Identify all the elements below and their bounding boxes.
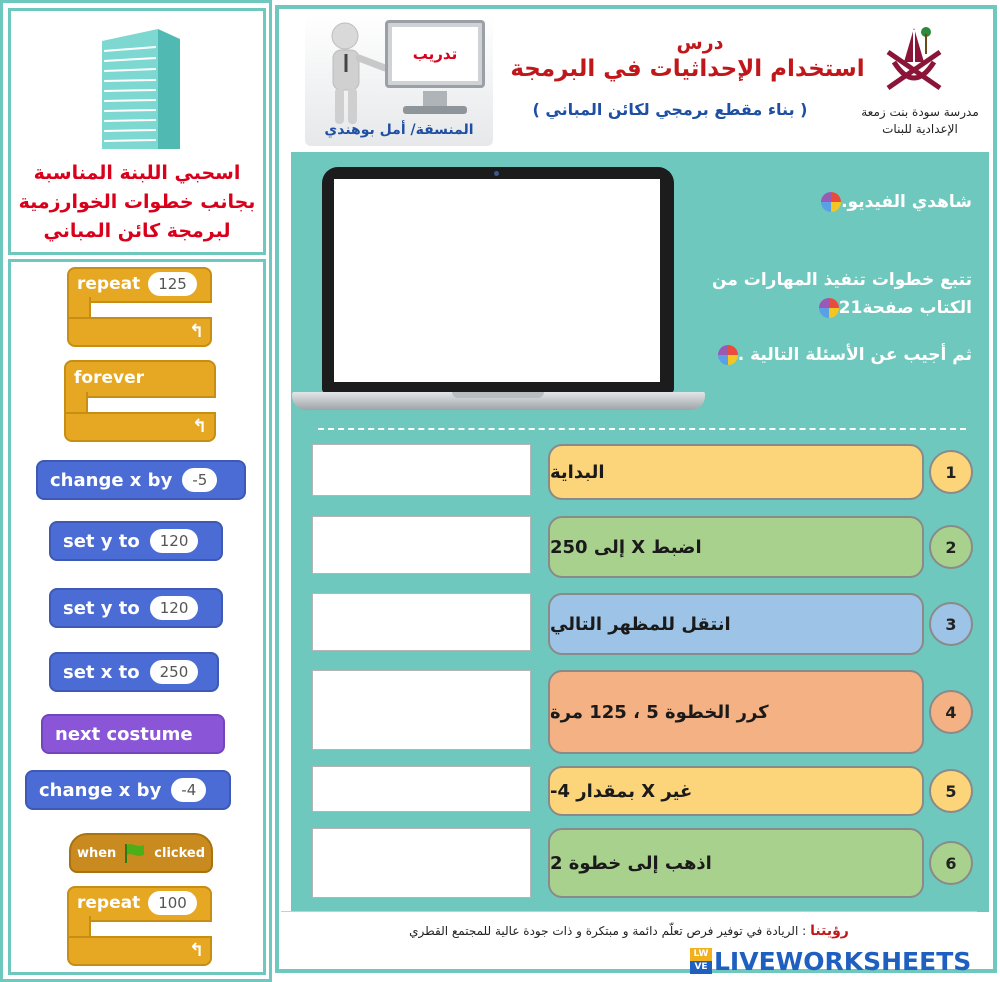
loop-arrow-icon: ↰ (189, 321, 205, 342)
lesson-word: درس (676, 32, 724, 54)
value-input[interactable]: 250 (150, 660, 199, 684)
school-emblem-icon (880, 22, 948, 100)
vision-text: : الريادة في توفير فرص تعلّم دائمة و مبتكرة و ذات جودة عالية للمجتمع القطري (409, 923, 807, 938)
badge-bottom: VE (690, 961, 712, 974)
set-y-120-block-a[interactable] (49, 521, 223, 561)
step-text: غير X بمقدار 4- (550, 780, 693, 802)
left-panel (0, 0, 272, 982)
loop-arrow-icon: ↰ (189, 940, 205, 961)
instruction-answer-questions (700, 341, 972, 369)
loop-arrow-icon: ↰ (192, 416, 208, 437)
repeat-100-block[interactable] (67, 886, 212, 966)
presenter-figure-icon (315, 20, 387, 130)
repeat-125-block[interactable] (67, 267, 212, 347)
lesson-title: استخدام الإحداثيات في البرمجة (510, 56, 865, 82)
liveworksheets-badge-icon (690, 948, 712, 974)
instruction-line-3: لبرمجة كائن المباني (43, 220, 231, 242)
training-monitor (385, 20, 485, 88)
step-1-box (548, 444, 924, 500)
value-input[interactable]: -5 (182, 468, 217, 492)
block-label: set y to (63, 530, 140, 552)
change-x-by-neg4-block[interactable] (25, 770, 231, 810)
bullet-icon (819, 298, 839, 318)
forever-label: forever (74, 368, 144, 388)
video-screen[interactable] (334, 179, 660, 382)
instruction-follow-book (688, 266, 972, 322)
block-label: set y to (63, 597, 140, 619)
repeat-count-input[interactable]: 100 (148, 891, 197, 915)
forever-block[interactable] (64, 360, 216, 442)
value-input[interactable]: 120 (150, 529, 199, 553)
laptop-base (292, 392, 705, 410)
webcam-icon (494, 171, 499, 176)
answer-drop-zone-2[interactable] (312, 516, 531, 574)
answer-drop-zone-4[interactable] (312, 670, 531, 750)
repeat-label: repeat (77, 893, 141, 913)
block-label: change x by (50, 469, 173, 491)
green-flag-icon (122, 842, 148, 864)
step-number-2: 2 (929, 525, 973, 569)
coordinator-label: المنسقة/ أمل بوهندي (324, 122, 474, 138)
liveworksheets-logo[interactable] (690, 945, 990, 977)
video-player[interactable] (322, 167, 674, 393)
set-y-120-block-b[interactable] (49, 588, 223, 628)
building-icon (96, 27, 186, 151)
block-label: change x by (39, 779, 162, 801)
instruction-line-2: بجانب خطوات الخوارزمية (18, 191, 256, 213)
answer-drop-zone-6[interactable] (312, 828, 531, 898)
bullet-text: ثم أجيب عن الأسئلة التالية . (737, 345, 972, 365)
step-6-box (548, 828, 924, 898)
change-x-by-neg5-block[interactable] (36, 460, 246, 500)
step-number-1: 1 (929, 450, 973, 494)
answer-drop-zone-3[interactable] (312, 593, 531, 651)
step-number-6: 6 (929, 841, 973, 885)
step-text: كرر الخطوة 5 ، 125 مرة (550, 701, 769, 723)
instruction-line-1: اسحبي اللبنة المناسبة (33, 162, 241, 184)
when-flag-clicked-block[interactable] (69, 833, 213, 873)
step-number-4: 4 (929, 690, 973, 734)
repeat-label: repeat (77, 274, 141, 294)
instruction-watch-video (700, 188, 972, 216)
bullet-icon (821, 192, 841, 212)
next-costume-block[interactable] (41, 714, 225, 754)
set-x-250-block[interactable] (49, 652, 219, 692)
step-5-box (548, 766, 924, 816)
step-text: البداية (550, 461, 605, 483)
answer-drop-zone-1[interactable] (312, 444, 531, 496)
step-4-box (548, 670, 924, 754)
answer-drop-zone-5[interactable] (312, 766, 531, 812)
instruction-card (8, 8, 266, 255)
bullet-text: شاهدي الفيديو. (841, 192, 972, 212)
liveworksheets-brand: LIVEWORKSHEETS (714, 946, 972, 976)
school-name-line-1: مدرسة سودة بنت زمعة (861, 105, 979, 119)
value-input[interactable]: 120 (150, 596, 199, 620)
when-label: when (76, 845, 117, 861)
bullet-text: تتبع خطوات تنفيذ المهارات من الكتاب صفحة21 (712, 270, 972, 318)
vision-footer (281, 911, 977, 949)
clicked-label: clicked (154, 845, 206, 861)
step-text: اذهب إلى خطوة 2 (550, 852, 712, 874)
school-name-line-2: الإعدادية للبنات (882, 122, 958, 136)
training-illustration (305, 14, 493, 146)
vision-label: رؤيتنا (810, 922, 849, 939)
value-input[interactable]: -4 (171, 778, 206, 802)
bullet-icon (718, 345, 738, 365)
section-divider (318, 428, 966, 430)
step-2-box (548, 516, 924, 578)
step-number-5: 5 (929, 769, 973, 813)
badge-top: LW (690, 948, 712, 961)
step-text: انتقل للمظهر التالي (550, 613, 731, 635)
step-3-box (548, 593, 924, 655)
step-number-3: 3 (929, 602, 973, 646)
block-label: set x to (63, 661, 140, 683)
step-text: اضبط X إلى 250 (550, 536, 702, 558)
training-label: تدريب (392, 27, 478, 81)
block-label: next costume (55, 723, 193, 745)
lesson-subtitle: ( بناء مقطع برمجي لكائن المباني ) (532, 100, 808, 119)
repeat-count-input[interactable]: 125 (148, 272, 197, 296)
